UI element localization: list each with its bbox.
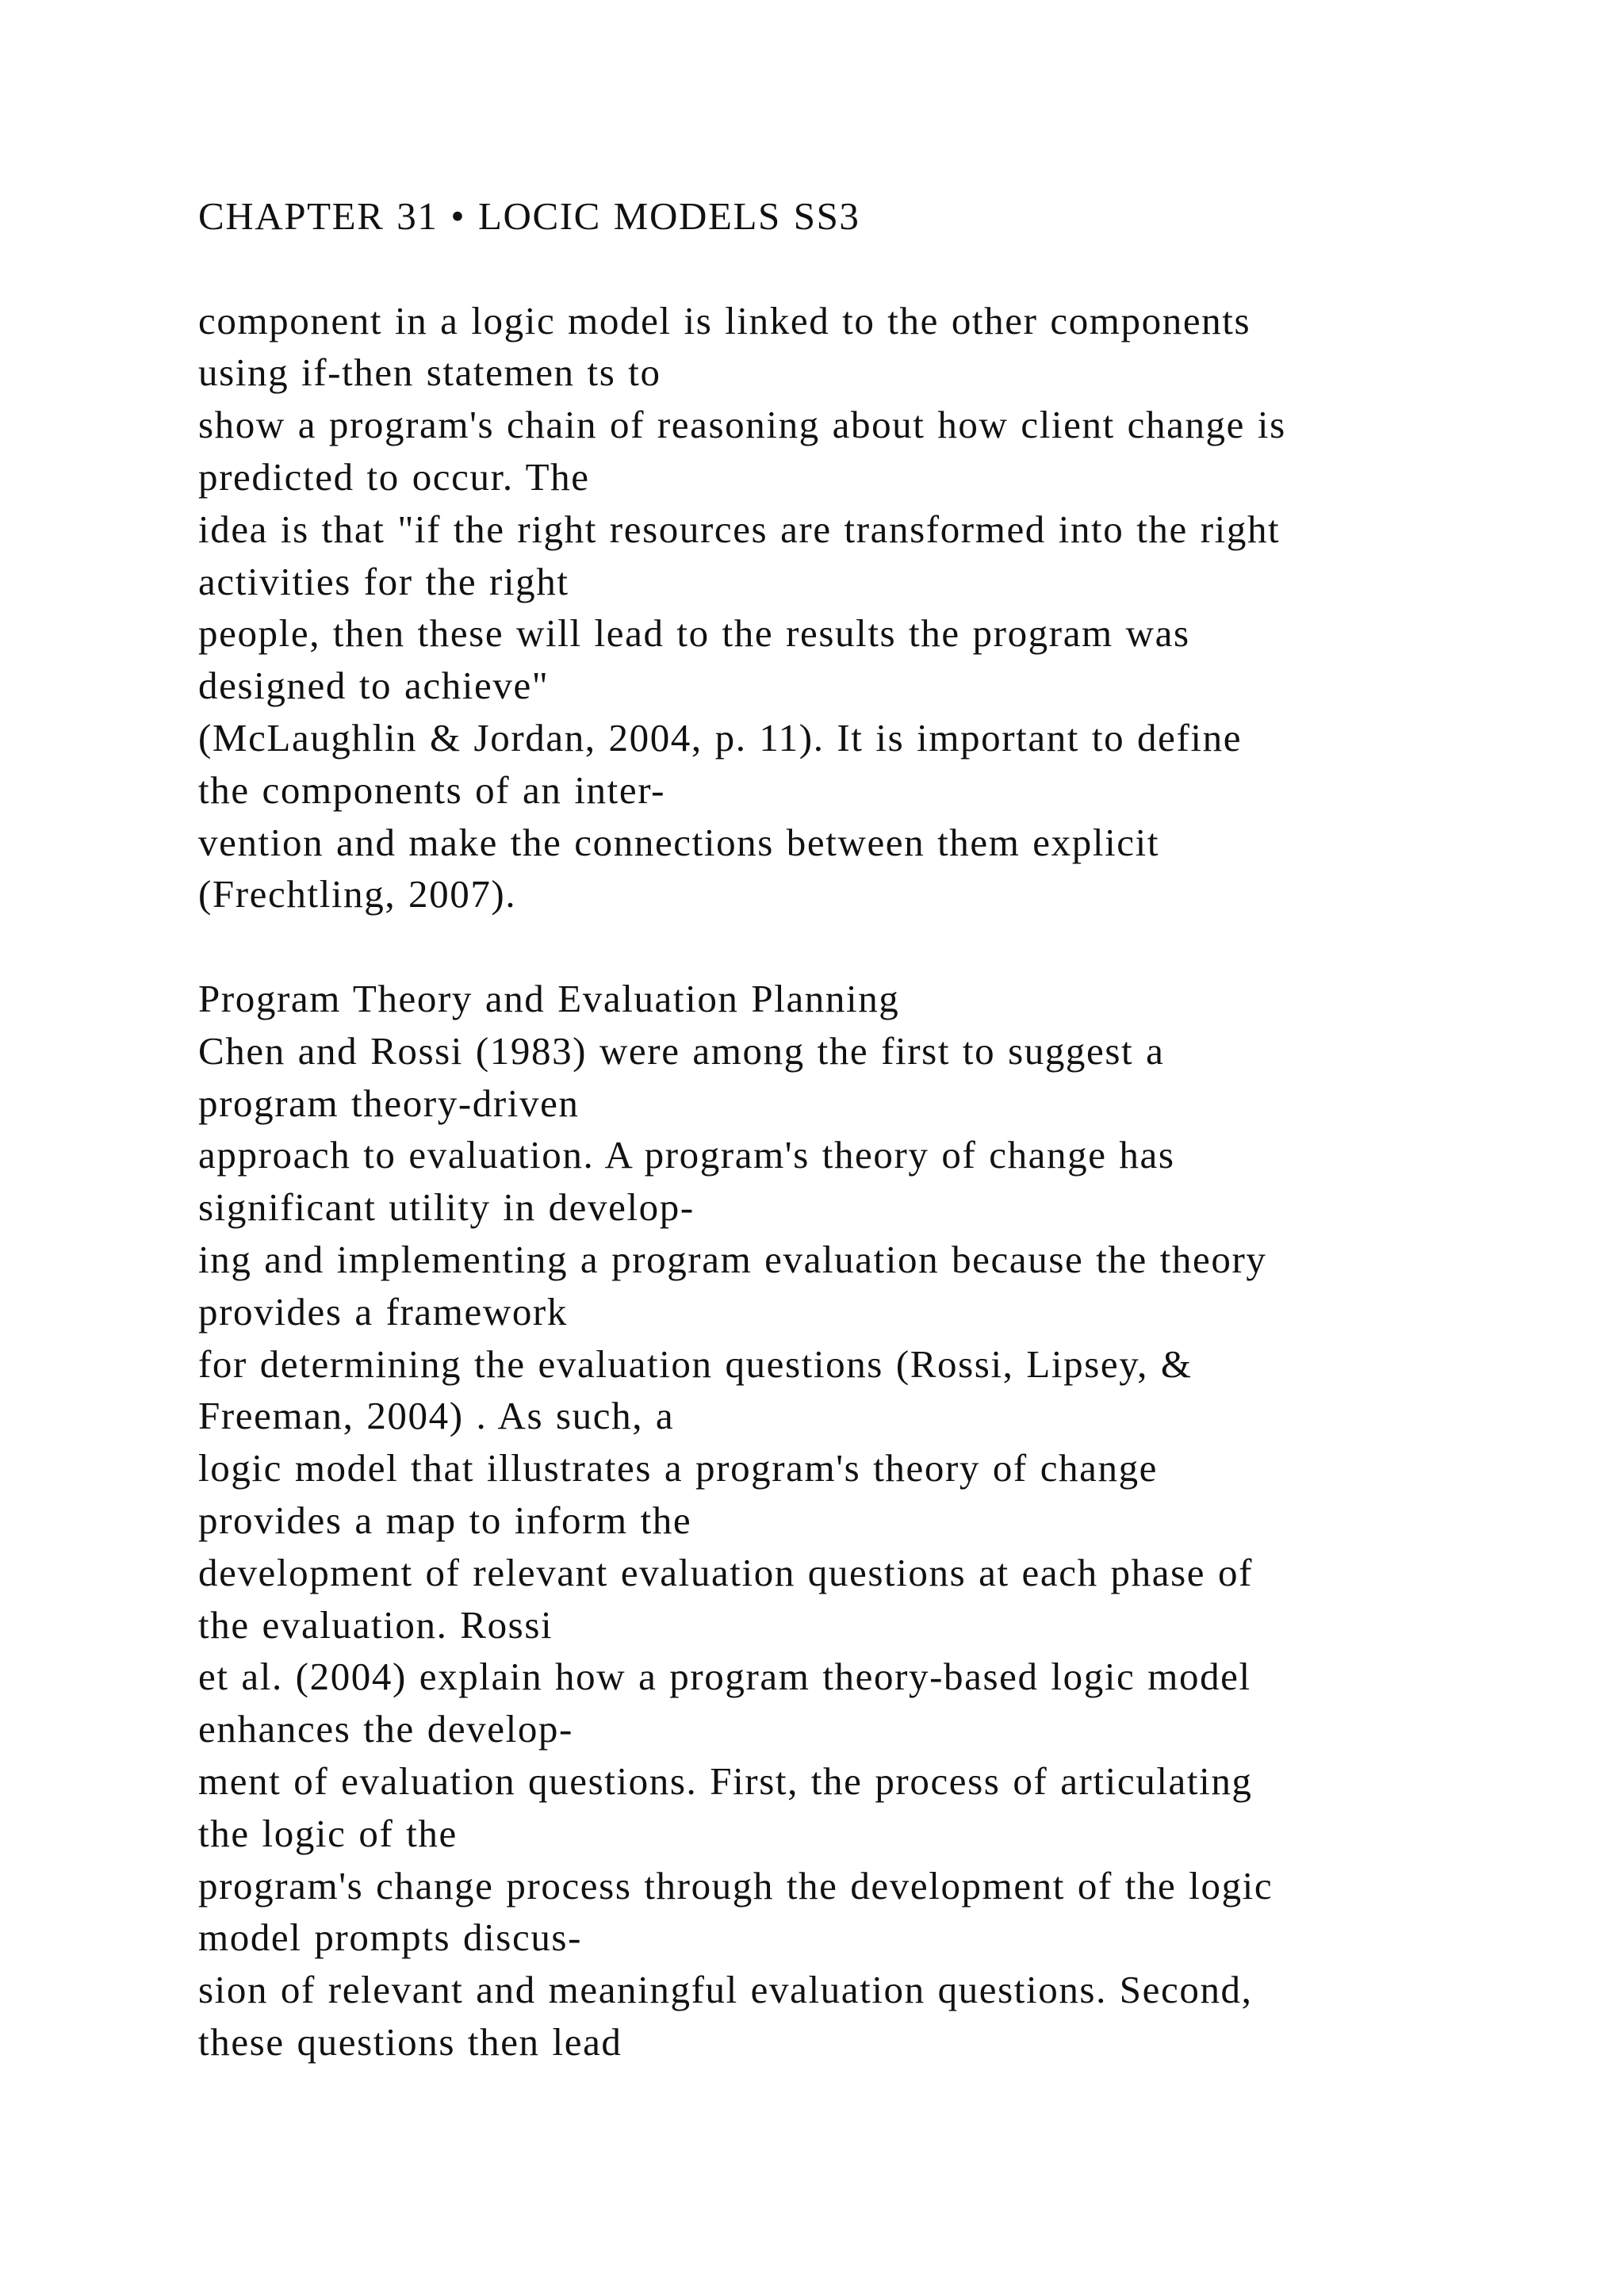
text-line: Freeman, 2004) . As such, a (198, 1394, 675, 1438)
text-line: logic model that illustrates a program's theory of change (198, 1446, 1159, 1490)
text-line: designed to achieve" (198, 664, 550, 708)
text-line: Chen and Rossi (1983) were among the first to suggest a (198, 1028, 1165, 1073)
text-line: these questions then lead (198, 2019, 622, 2064)
text-line: component in a logic model is linked to the other components (198, 298, 1251, 342)
text-line: the logic of the (198, 1811, 458, 1855)
text-line: the components of an inter- (198, 767, 666, 812)
paragraph-2 (198, 1025, 1483, 2068)
text-line: idea is that "if the right resources are transformed into the right (198, 507, 1281, 551)
chapter-header: CHAPTER 31 • LOCIC MODELS SS3 (198, 194, 860, 238)
text-line: (Frechtling, 2007). (198, 872, 517, 916)
blank-line (198, 920, 1483, 973)
text-line: approach to evaluation. A program's theory of change has (198, 1133, 1175, 1177)
text-line: ment of evaluation questions. First, the process of articulating (198, 1758, 1253, 1803)
text-line: for determining the evaluation questions (Rossi, Lipsey, & (198, 1341, 1193, 1386)
text-line: enhances the develop- (198, 1707, 573, 1751)
text-line: the evaluation. Rossi (198, 1602, 553, 1647)
text-line: significant utility in develop- (198, 1185, 695, 1230)
text-line: activities for the right (198, 559, 569, 603)
blank-line (198, 243, 1483, 295)
paragraph-1 (198, 295, 1483, 921)
section-heading: Program Theory and Evaluation Planning (198, 976, 900, 1020)
text-line: program theory-driven (198, 1081, 580, 1125)
text-line: people, then these will lead to the results the program was (198, 611, 1190, 656)
text-line: vention and make the connections between them explicit (198, 820, 1160, 864)
text-line: provides a map to inform the (198, 1498, 692, 1542)
text-line: predicted to occur. The (198, 454, 590, 499)
text-line: model prompts discus- (198, 1915, 583, 1960)
text-line: provides a framework (198, 1289, 568, 1334)
text-line: using if-then statemen ts to (198, 350, 661, 395)
text-line: et al. (2004) explain how a program theory-based logic model (198, 1655, 1251, 1699)
text-line: sion of relevant and meaningful evaluation questions. Second, (198, 1968, 1253, 2012)
text-line: show a program's chain of reasoning about how client change is (198, 403, 1286, 447)
text-line: program's change process through the development of the logic (198, 1863, 1274, 1908)
text-line: (McLaughlin & Jordan, 2004, p. 11). It is important to define (198, 715, 1243, 760)
text-line: ing and implementing a program evaluation because the theory (198, 1237, 1267, 1281)
document-body (198, 190, 1483, 2068)
text-line: development of relevant evaluation questions at each phase of (198, 1550, 1253, 1594)
